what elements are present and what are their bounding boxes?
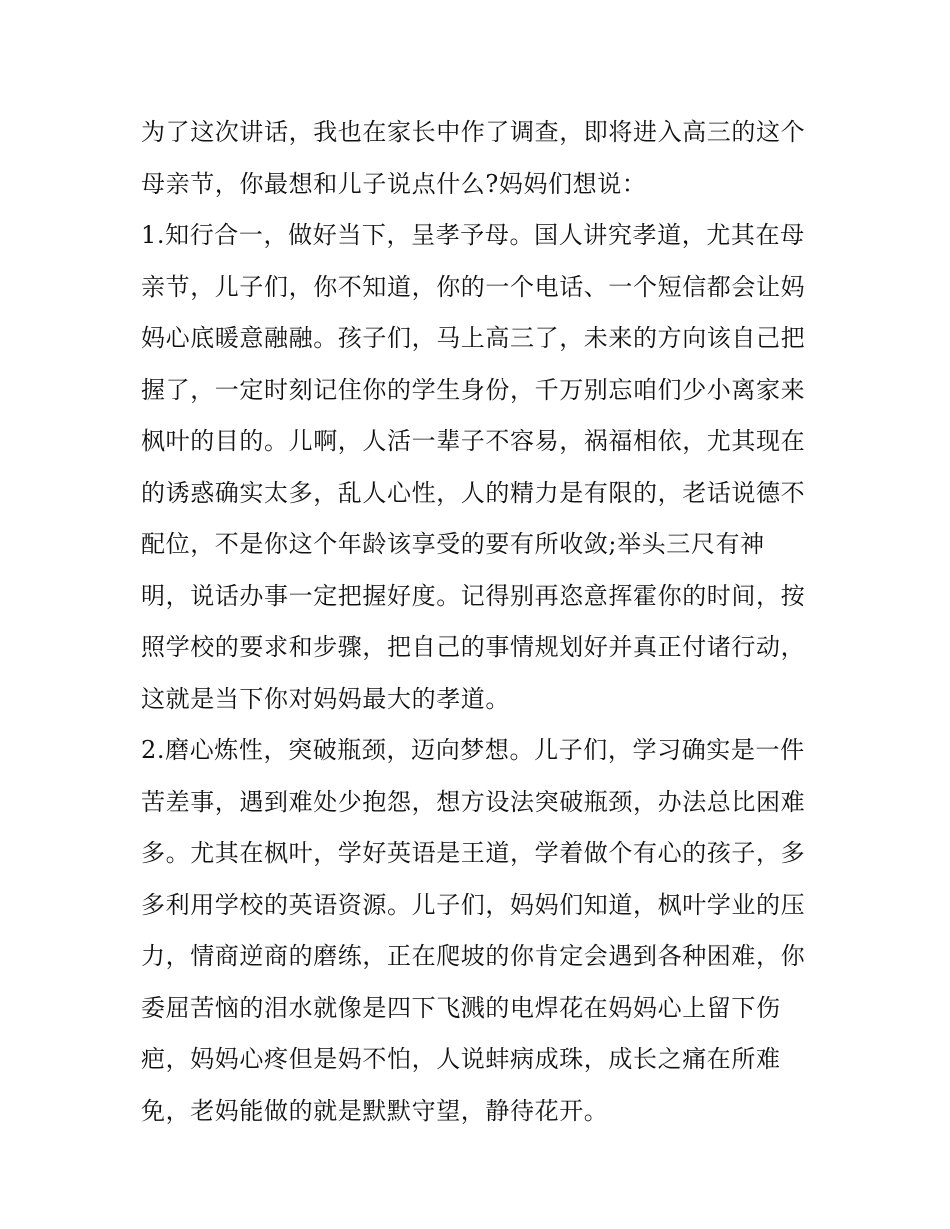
text-line: 委屈苦恼的泪水就像是四下飞溅的电焊花在妈妈心上留下伤: [141, 993, 781, 1022]
text-line: 照学校的要求和步骤，把自己的事情规划好并真正付诸行动，: [141, 633, 806, 661]
text-line: 这就是当下你对妈妈最大的孝道。: [141, 684, 510, 713]
text-line: 握了，一定时刻记住你的学生身份，千万别忘咱们少小离家来: [141, 375, 806, 404]
text-line: 疤，妈妈心疼但是妈不怕，人说蚌病成珠，成长之痛在所难: [141, 1045, 781, 1073]
text-line: 力，情商逆商的磨练，正在爬坡的你肯定会遇到各种困难，你: [141, 942, 806, 970]
text-line: 配位，不是你这个年龄该享受的要有所收敛;举头三尺有神: [141, 530, 765, 558]
text-line: 亲节，儿子们，你不知道，你的一个电话、一个短信都会让妈: [141, 272, 806, 301]
text-line: 多。尤其在枫叶，学好英语是王道，学着做个有心的孩子，多: [141, 839, 806, 867]
text-line: 为了这次讲话，我也在家长中作了调查，即将进入高三的这个: [141, 118, 806, 146]
text-line: 2.磨心炼性，突破瓶颈，迈向梦想。儿子们，学习确实是一件: [141, 736, 805, 764]
text-line: 多利用学校的英语资源。儿子们，妈妈们知道，枫叶学业的压: [141, 890, 806, 919]
text-line: 1.知行合一，做好当下，呈孝予母。国人讲究孝道，尤其在母: [141, 221, 805, 249]
text-line: 母亲节，你最想和儿子说点什么?妈妈们想说：: [141, 169, 647, 198]
text-line: 明，说话办事一定把握好度。记得别再恣意挥霍你的时间，按: [141, 581, 806, 610]
text-line: 免，老妈能做的就是默默守望，静待花开。: [141, 1096, 609, 1125]
text-line: 苦差事，遇到难处少抱怨，想方设法突破瓶颈，办法总比困难: [141, 787, 806, 816]
text-line: 的诱惑确实太多，乱人心性，人的精力是有限的，老话说德不: [141, 478, 806, 507]
text-line: 妈心底暖意融融。孩子们，马上高三了，未来的方向该自己把: [141, 324, 806, 352]
text-line: 枫叶的目的。儿啊，人活一辈子不容易，祸福相依，尤其现在: [141, 427, 806, 455]
body-text: [141, 107, 821, 1137]
